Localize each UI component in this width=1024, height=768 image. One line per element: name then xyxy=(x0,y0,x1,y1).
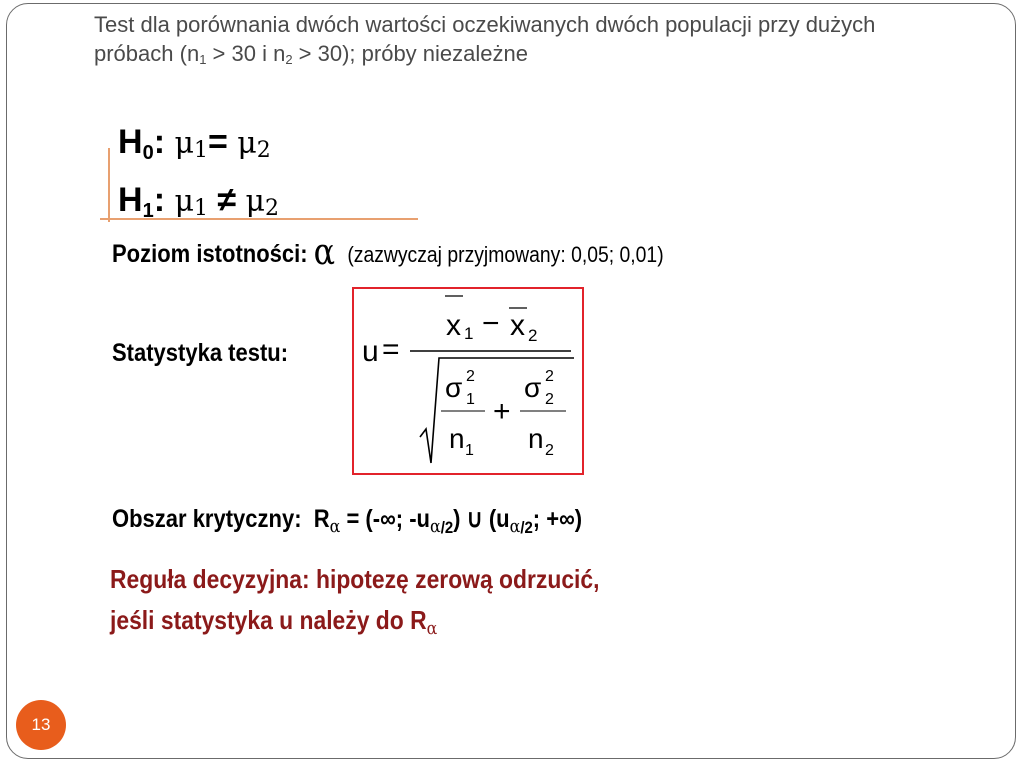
decision-rule-alpha: α xyxy=(426,618,438,639)
h0-mu-2-subscript: 2 xyxy=(256,138,271,163)
title-text-c: > 30); próby niezależne xyxy=(292,41,528,66)
h0-operator: = xyxy=(207,123,228,161)
h1-mu-2-subscript: 2 xyxy=(265,196,280,221)
critical-alpha-2: α xyxy=(509,516,521,537)
title-line-2 xyxy=(94,39,1014,68)
sigma-2-square: 2 xyxy=(545,368,554,385)
critical-part-5: ; + xyxy=(532,505,560,533)
numerator-minus: − xyxy=(482,307,500,340)
h0-subscript: 0 xyxy=(142,142,154,164)
h1-mu-1: μ xyxy=(174,184,194,219)
slide-title xyxy=(94,10,1014,68)
sigma-2-subscript: 2 xyxy=(545,391,554,408)
critical-union: ∪ xyxy=(466,505,483,533)
page-number-badge: 13 xyxy=(16,700,66,750)
decision-rule-text: jeśli statystyka u należy do R xyxy=(110,605,427,635)
h0-colon: : xyxy=(153,123,166,161)
h0-letter: H xyxy=(118,123,143,161)
critical-R-alpha: α xyxy=(329,516,341,537)
critical-part-3: ) xyxy=(453,505,467,533)
formula-plus: + xyxy=(493,395,511,428)
critical-pos-infinity: ∞ xyxy=(559,505,575,533)
significance-note: (zazwyczaj przyjmowany: 0,05; 0,01) xyxy=(347,242,664,267)
critical-region xyxy=(112,504,583,537)
title-text-b: > 30 i n xyxy=(206,41,286,66)
h1-mu-2: μ xyxy=(245,184,266,219)
decision-rule-line-2 xyxy=(110,604,438,639)
hypothesis-divider-vertical xyxy=(108,148,110,222)
critical-alpha-1: α xyxy=(429,516,441,537)
n-1: n xyxy=(449,423,465,454)
numerator-x2: x xyxy=(510,309,525,342)
critical-part-4: (u xyxy=(482,505,510,533)
sigma-1-square: 2 xyxy=(466,368,475,385)
critical-half-1: /2 xyxy=(440,518,454,537)
h0-mu-2: μ xyxy=(237,126,257,161)
significance-level xyxy=(112,232,664,273)
h1-letter: H xyxy=(118,181,143,219)
n-1-subscript: 1 xyxy=(465,442,474,459)
numerator-x1: x xyxy=(446,309,461,342)
h1-mu-1-subscript: 1 xyxy=(193,196,208,221)
significance-label: Poziom istotności: xyxy=(112,240,308,268)
critical-part-2: ; -u xyxy=(395,505,430,533)
test-statistic-label: Statystyka testu: xyxy=(112,339,289,367)
sigma-2: σ xyxy=(524,372,542,403)
title-text-a: próbach (n xyxy=(94,41,200,66)
test-statistic-formula xyxy=(352,287,584,475)
critical-part-1: = (- xyxy=(340,505,381,533)
h0-mu-1: μ xyxy=(174,126,194,161)
critical-neg-infinity: ∞ xyxy=(380,505,396,533)
alpha-symbol: α xyxy=(313,232,336,273)
h0-mu-1-subscript: 1 xyxy=(193,138,208,163)
sigma-1: σ xyxy=(445,372,463,403)
critical-R: R xyxy=(313,505,330,533)
sigma-1-subscript: 1 xyxy=(466,391,475,408)
h1-operator: ≠ xyxy=(217,181,237,219)
title-n2-subscript: 2 xyxy=(285,52,293,67)
critical-label: Obszar krytyczny: xyxy=(112,505,302,533)
formula-u: u xyxy=(362,335,379,368)
numerator-x2-subscript: 2 xyxy=(528,326,538,345)
formula-equals: = xyxy=(382,333,400,366)
title-n1-subscript: 1 xyxy=(199,52,207,67)
h1-subscript: 1 xyxy=(142,200,154,222)
alternative-hypothesis xyxy=(118,180,279,222)
n-2-subscript: 2 xyxy=(545,442,554,459)
n-2: n xyxy=(528,423,544,454)
numerator-x1-subscript: 1 xyxy=(464,324,474,343)
critical-half-2: /2 xyxy=(520,518,533,537)
critical-part-6: ) xyxy=(574,505,583,533)
null-hypothesis xyxy=(118,122,271,164)
decision-rule-line-1: Reguła decyzyjna: hipotezę zerową odrzucić, xyxy=(110,564,600,594)
title-line-1: Test dla porównania dwóch wartości oczekiwanych dwóch populacji przy dużych xyxy=(94,12,876,37)
h1-colon: : xyxy=(153,181,166,219)
